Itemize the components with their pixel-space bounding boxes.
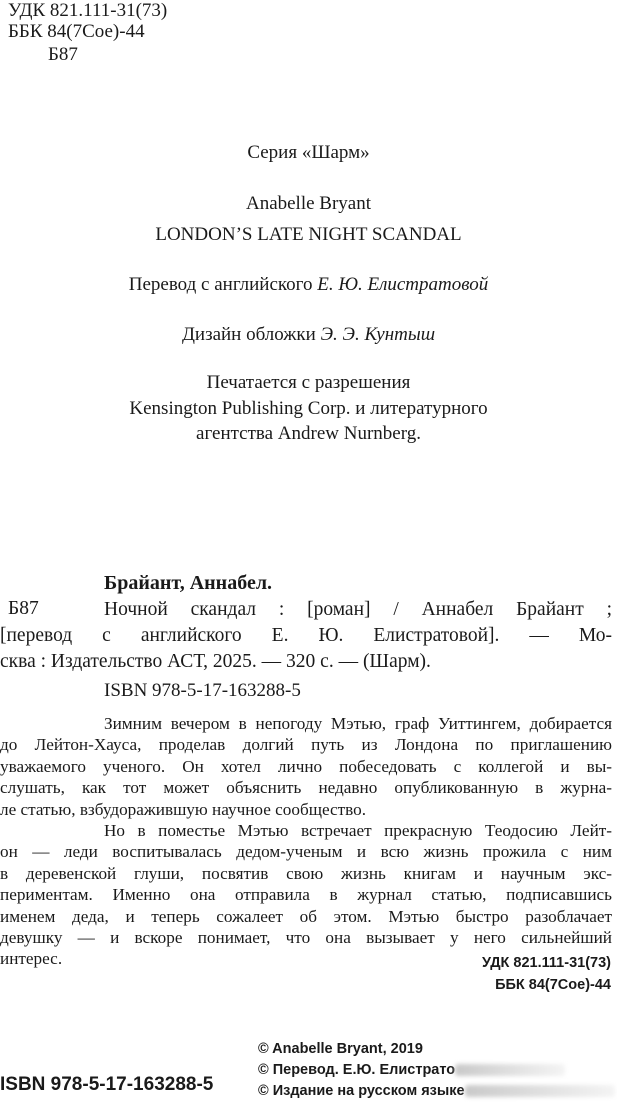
annotation-line: ле статью, взбудоражившую научное сообщество.	[0, 799, 367, 819]
copyright-edition-text: © Издание на русском языке	[258, 1083, 465, 1099]
annotation-line: до Лейтон-Хауса, проделав долгий путь из Лондона по приглашению	[0, 735, 612, 755]
blurred-region	[455, 1064, 565, 1076]
permission-line-1: Печатается с разрешения	[206, 372, 411, 393]
design-line	[0, 324, 617, 346]
annotation-line: Но в поместье Мэтью встречает прекрасную Теодосию Лейт-	[104, 821, 612, 840]
annotation-line: Зимним вечером в непогоду Мэтью, граф Уиттингем, добирается	[104, 714, 612, 733]
annotation-line: периментам. Именно она отправила в журнал статью, подписавшись	[0, 885, 612, 905]
blurred-region	[465, 1085, 615, 1097]
original-author: Anabelle Bryant	[245, 193, 372, 214]
designer-name: Э. Э. Кунтыш	[320, 324, 436, 345]
biblio-isbn: ISBN 978-5-17-163288-5	[104, 680, 301, 701]
annotation-line: девушку — и вскоре понимает, что она вызывает у него сильнейший	[0, 928, 612, 948]
annotation-line: уважаемого ученого. Он хотел лично побеседовать с коллегой и вы-	[0, 756, 612, 776]
annotation-paragraph-1	[0, 713, 612, 820]
biblio-line-1: Ночной скандал : [роман] / Аннабел Брайант ;	[104, 599, 612, 620]
annotation-paragraph-2	[0, 820, 612, 970]
annotation-line: в деревенской глуши, посвятив свою жизнь книгам и научным экс-	[0, 863, 612, 883]
annotation-line: интерес.	[0, 949, 63, 969]
biblio-line-2: [перевод с английского Е. Ю. Елистратовой]. — Мо-	[0, 625, 612, 646]
design-prefix: Дизайн обложки	[181, 324, 316, 345]
annotation-line: слушать, как тот может объяснить недавно опубликованную в журна-	[0, 778, 612, 798]
isbn-bottom: ISBN 978-5-17-163288-5	[0, 1074, 214, 1095]
copyright-translation-text: © Перевод. Е.Ю. Елистрато	[258, 1062, 456, 1078]
permission-line-3: агентства Andrew Nurnberg.	[196, 423, 421, 444]
udk-code: УДК 821.111-31(73)	[8, 0, 168, 21]
bbk-code: ББК 84(7Сое)-44	[8, 21, 145, 42]
original-title: LONDON’S LATE NIGHT SCANDAL	[155, 224, 462, 245]
translator-name: Е. Ю. Елистратовой	[317, 274, 489, 295]
biblio-author-mark: Б87	[8, 598, 39, 619]
series-line: Серия «Шарм»	[247, 142, 370, 163]
translation-prefix: Перевод с английского	[128, 274, 313, 295]
biblio-heading: Брайант, Аннабел.	[104, 572, 273, 594]
permission-line-2: Kensington Publishing Corp. и литературного	[129, 398, 488, 419]
annotation-line: именем деда, и теперь сожалеет об этом. Мэтью быстро разоблачает	[0, 906, 612, 926]
translation-line	[0, 274, 617, 296]
author-mark: Б87	[48, 44, 78, 65]
copyright-edition	[258, 1081, 615, 1102]
copyright-translation	[258, 1060, 565, 1081]
annotation-line: он — леди воспитывалась дедом-ученым и всю жизнь прожила с ним	[0, 842, 612, 862]
biblio-line-3: сква : Издательство АСТ, 2025. — 320 с. — (Шарм).	[0, 651, 431, 672]
copyright-author: © Anabelle Bryant, 2019	[258, 1041, 423, 1057]
bbk-code-right: ББК 84(7Сое)-44	[495, 977, 611, 993]
udk-code-right: УДК 821.111-31(73)	[481, 955, 611, 971]
